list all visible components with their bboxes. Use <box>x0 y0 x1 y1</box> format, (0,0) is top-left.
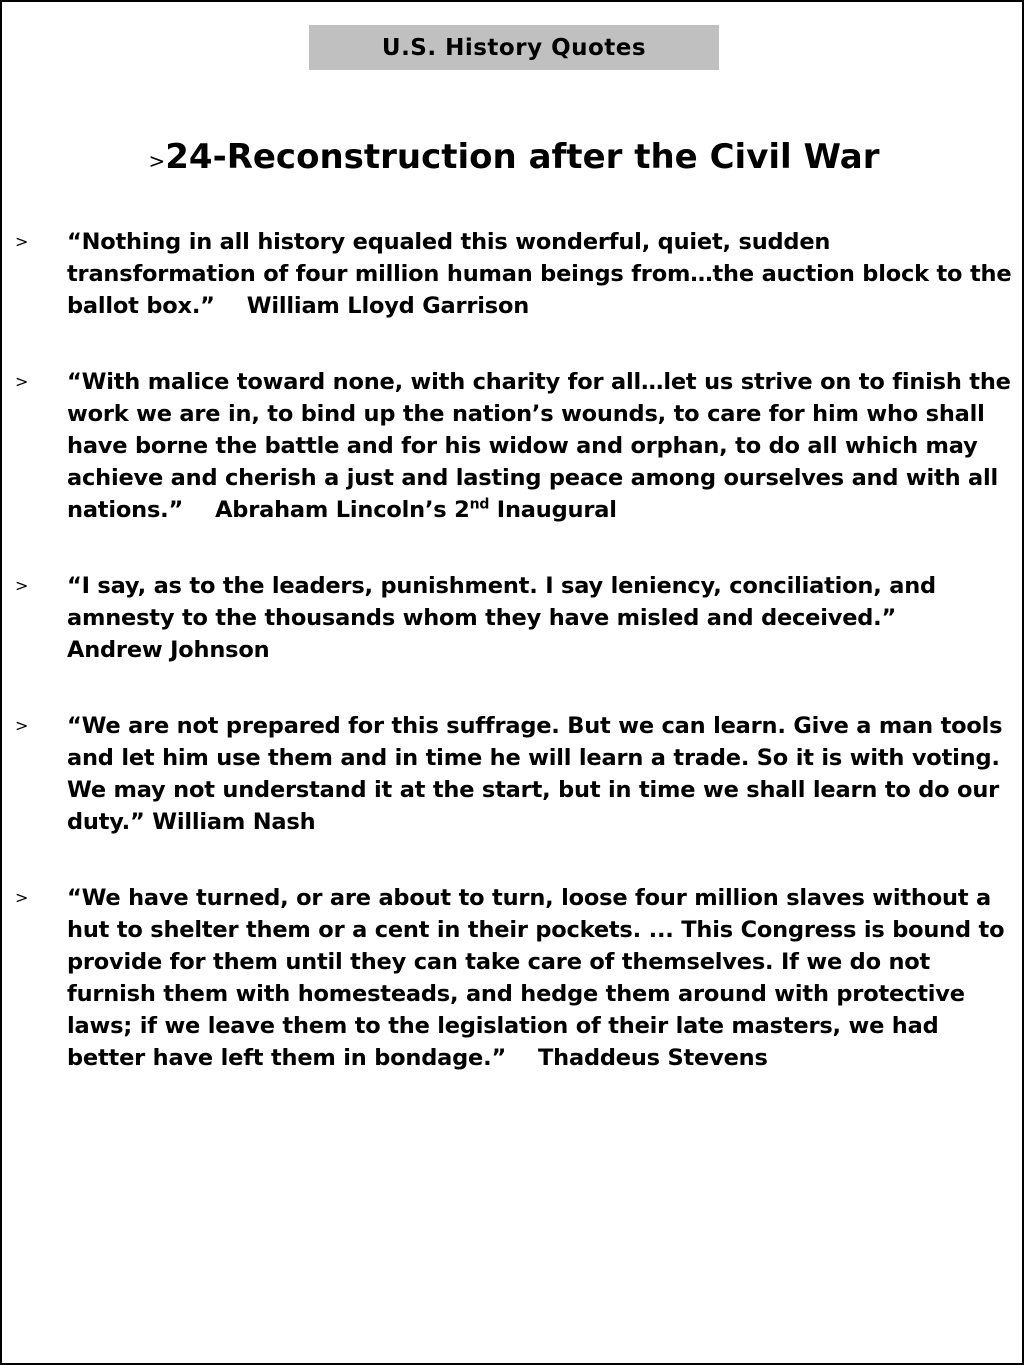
bullet-arrow-icon: > <box>15 576 29 595</box>
quote-author: Andrew Johnson <box>67 637 270 663</box>
quote-text: “Nothing in all history equaled this wonderful, quiet, sudden transformation of four million human beings from…the auction block to the ballot box.” <box>67 229 1012 319</box>
quote-text: “With malice toward none, with charity for all…let us strive on to finish the work we are in, to bind up the nation’s wounds, to care for him who shall have borne the battle and for his widow and orphan, to do all which may achieve and cherish a just and lasting peace among ourselves and with all nations.” <box>67 369 1011 523</box>
quote-body <box>67 710 1015 838</box>
quote-body <box>67 570 1015 666</box>
title-bullet-icon: > <box>148 149 166 173</box>
page-title <box>2 135 1024 183</box>
quote-author: William Lloyd Garrison <box>246 293 530 319</box>
bullet-arrow-icon: > <box>15 716 29 735</box>
quote-body <box>67 882 1015 1074</box>
quote-author-suffix: Inaugural <box>489 497 617 523</box>
quote-body <box>67 366 1015 526</box>
quote-text: “I say, as to the leaders, punishment. I say leniency, conciliation, and amnesty to the thousands whom they have misled and deceived.” <box>67 573 936 631</box>
quote-text: “We are not prepared for this suffrage. But we can learn. Give a man tools and let him use them and in time he will learn a trade. So it is with voting. We may not understand it at the start, but in time we shall learn to do our duty.” <box>67 713 1003 835</box>
bullet-arrow-icon: > <box>15 232 29 251</box>
header-banner <box>309 25 719 70</box>
quote-author: Thaddeus Stevens <box>538 1045 768 1071</box>
title-text: 24-Reconstruction after the Civil War <box>165 137 880 177</box>
quote-author: William Nash <box>152 809 316 835</box>
quote-author: Abraham Lincoln’s 2 <box>215 497 470 523</box>
bullet-arrow-icon: > <box>15 888 29 907</box>
quote-author-superscript: nd <box>469 496 490 513</box>
quote-text: “We have turned, or are about to turn, loose four million slaves without a hut to shelter them or a cent in their pockets. ... This Congress is bound to provide for them until they can take care of themselves. If we do not furnish them with homesteads, and hedge them around with protective laws; if we leave them to the legislation of their late masters, we had better have left them in bondage.” <box>67 885 1005 1071</box>
header-title: U.S. History Quotes <box>381 34 647 61</box>
quote-body <box>67 226 1015 322</box>
bullet-arrow-icon: > <box>15 372 29 391</box>
